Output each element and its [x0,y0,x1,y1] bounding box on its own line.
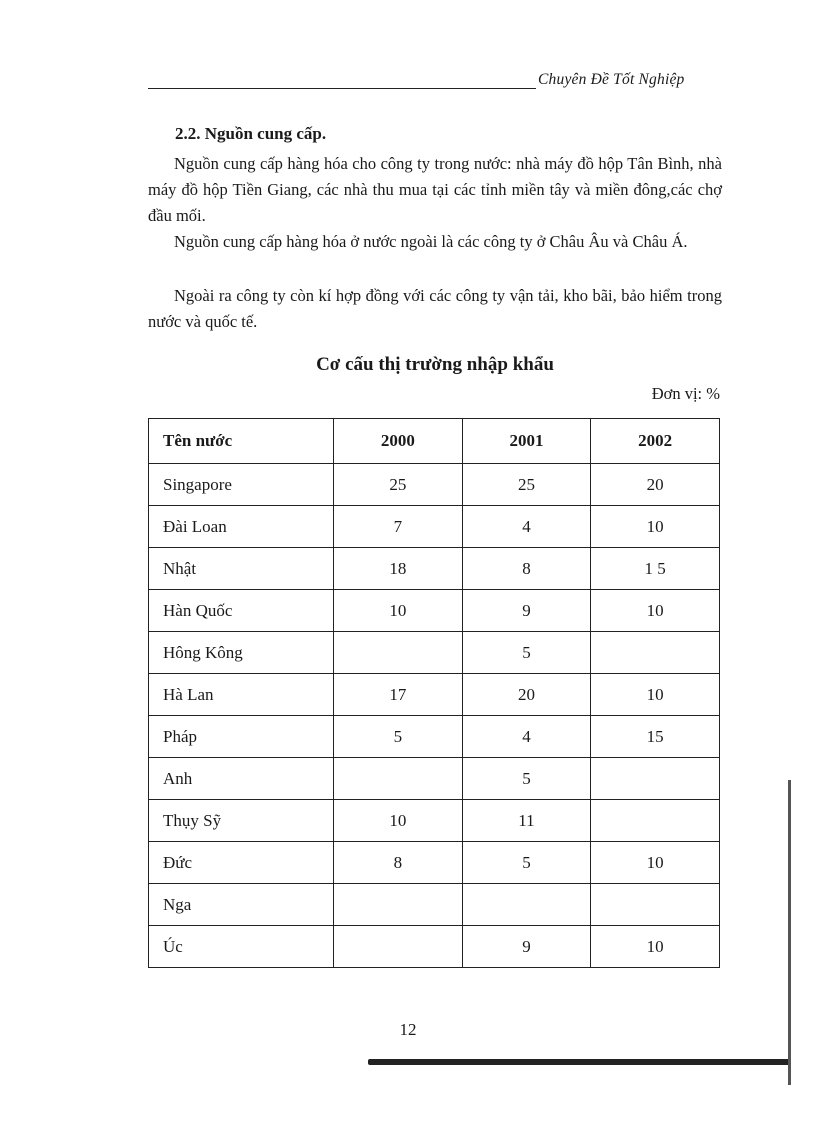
country-cell: Hàn Quốc [149,590,334,632]
running-header: Chuyên Đề Tốt Nghiệp [538,71,685,88]
percent-cell: 8 [462,548,591,590]
percent-cell: 10 [591,842,720,884]
table-row [149,842,720,884]
table-row [149,506,720,548]
country-cell: Úc [149,926,334,968]
paragraph-foreign-sources: Nguồn cung cấp hàng hóa ở nước ngoài là các công ty ở Châu Âu và Châu Á. [174,232,688,251]
percent-cell: 25 [334,464,463,506]
percent-cell [334,632,463,674]
percent-cell: 5 [334,716,463,758]
percent-cell: 5 [462,632,591,674]
percent-cell: 4 [462,716,591,758]
table-row [149,632,720,674]
table-row [149,464,720,506]
percent-cell: 11 [462,800,591,842]
percent-cell: 5 [462,842,591,884]
country-cell: Nhật [149,548,334,590]
country-cell: Nga [149,884,334,926]
page-number: 12 [399,1020,417,1039]
table-row [149,716,720,758]
country-cell: Singapore [149,464,334,506]
header-year-2002: 2002 [591,419,720,464]
percent-cell: 17 [334,674,463,716]
table-row [149,548,720,590]
percent-cell: 7 [334,506,463,548]
percent-cell: 10 [334,590,463,632]
percent-cell: 10 [334,800,463,842]
country-cell: Thụy Sỹ [149,800,334,842]
percent-cell: 4 [462,506,591,548]
percent-cell [591,800,720,842]
percent-cell: 9 [462,926,591,968]
percent-cell: 20 [591,464,720,506]
percent-cell: 20 [462,674,591,716]
percent-cell [462,884,591,926]
percent-cell: 10 [591,506,720,548]
table-title: Cơ cấu thị trường nhập khẩu [316,354,554,375]
percent-cell: 8 [334,842,463,884]
percent-cell: 15 [591,716,720,758]
percent-cell: 10 [591,926,720,968]
header-country: Tên nước [149,419,334,464]
country-cell: Hà Lan [149,674,334,716]
percent-cell: 5 [462,758,591,800]
import-market-table [148,418,720,968]
country-cell: Đức [149,842,334,884]
percent-cell [334,758,463,800]
percent-cell [591,758,720,800]
percent-cell: 25 [462,464,591,506]
scan-shadow-right [788,780,791,1085]
table-row [149,674,720,716]
table-body [149,464,720,968]
table-row [149,926,720,968]
country-cell: Pháp [149,716,334,758]
percent-cell: 18 [334,548,463,590]
section-heading: 2.2. Nguồn cung cấp. [175,124,327,143]
table-row [149,758,720,800]
country-cell: Đài Loan [149,506,334,548]
header-year-2000: 2000 [334,419,463,464]
table-row [149,884,720,926]
table-unit: Đơn vị: % [651,384,720,403]
table-row [149,800,720,842]
header-rule [148,88,536,89]
percent-cell [591,884,720,926]
paragraph-contracts: Ngoài ra công ty còn kí hợp đồng với các công ty vận tải, kho bãi, bảo hiểm trong nước và quốc tế. [148,286,722,331]
header-year-2001: 2001 [462,419,591,464]
country-cell: Anh [149,758,334,800]
percent-cell [591,632,720,674]
percent-cell: 9 [462,590,591,632]
percent-cell: 10 [591,674,720,716]
table-header-row [149,419,720,464]
scan-shadow-bottom [368,1059,790,1065]
percent-cell [334,926,463,968]
percent-cell [334,884,463,926]
percent-cell: 10 [591,590,720,632]
country-cell: Hông Kông [149,632,334,674]
paragraph-domestic-sources: Nguồn cung cấp hàng hóa cho công ty trong nước: nhà máy đồ hộp Tân Bình, nhà máy đồ hộp Tiền Giang, các nhà thu mua tại các tỉnh miền tây và miền đông,các chợ đầu mối. [148,154,722,225]
percent-cell: 1 5 [591,548,720,590]
table-row [149,590,720,632]
